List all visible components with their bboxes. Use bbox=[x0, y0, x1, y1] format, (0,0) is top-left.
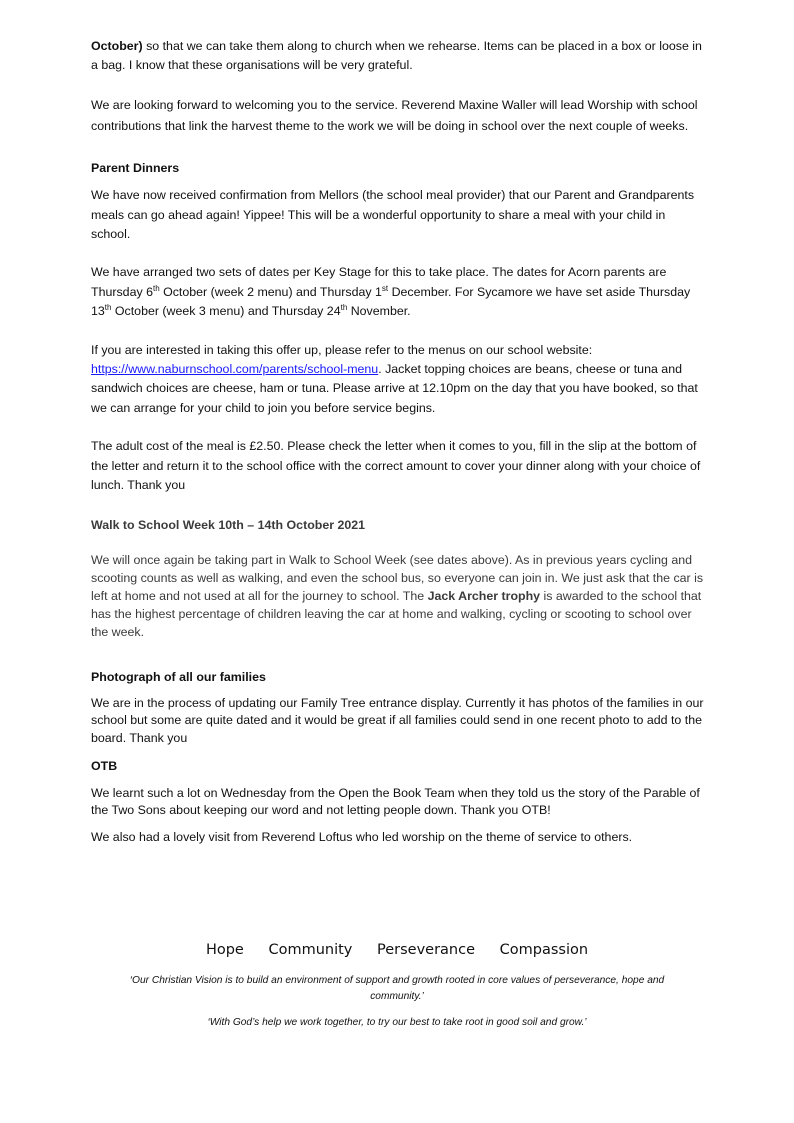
otb-heading: OTB bbox=[91, 759, 118, 774]
parent-dinners-heading: Parent Dinners bbox=[91, 160, 180, 175]
intro-paragraph-2: We are looking forward to welcoming you to the service. Reverend Maxine Waller will lead Worship with school contributions that link the harvest theme to the work we will be doing in school over the next couple of weeks. bbox=[91, 97, 698, 133]
jack-archer-trophy-text: Jack Archer trophy bbox=[427, 588, 541, 603]
photograph-heading: Photograph of all our families bbox=[91, 669, 266, 684]
value-perseverance: Perseverance bbox=[376, 942, 476, 958]
core-values bbox=[0, 942, 794, 958]
walk-to-school-paragraph: We will once again be taking part in Walk to School Week (see dates above). As in previous years cycling and scooting counts as well as walking, and even the school bus, so everyone can join in. We just ask that the car is left at home and not used at all for the journey to school. The Jack Archer trophy is awarded to the school that has the highest percentage of children leaving the car at home and walking, cycling or scooting to school over the week. bbox=[91, 552, 704, 639]
otb-paragraph-1: We learnt such a lot on Wednesday from the Open the Book Team when they told us the story of the Parable of the Two Sons about keeping our word and not letting people down. Thank you OTB! bbox=[91, 785, 700, 818]
school-motto: ‘With God’s help we work together, to try our best to take root in good soil and grow.’ bbox=[207, 1017, 587, 1028]
letter-body bbox=[91, 37, 707, 847]
parent-dinners-paragraph-1: We have now received confirmation from Mellors (the school meal provider) that our Parent and Grandparents meals can go ahead again! Yippee! This will be a wonderful opportunity to share a meal with your child in school. bbox=[91, 188, 695, 242]
intro-text: so that we can take them along to church when we rehearse. Items can be placed in a box or loose in a bag. I know that these organisations will be very grateful. bbox=[91, 39, 702, 73]
value-community: Community bbox=[268, 942, 353, 958]
otb-paragraph-2: We also had a lovely visit from Reverend Loftus who led worship on the theme of service to others. bbox=[91, 829, 633, 844]
parent-dinners-paragraph-4: The adult cost of the meal is £2.50. Please check the letter when it comes to you, fill in the slip at the bottom of the letter and return it to the school office with the correct amount to cover your dinner along with your choice of lunch. Thank you bbox=[91, 439, 701, 493]
christian-vision: ‘Our Christian Vision is to build an environment of support and growth rooted in core values of perseverance, hope and community.’ bbox=[129, 975, 665, 1002]
intro-paragraph-1 bbox=[91, 37, 707, 76]
value-compassion: Compassion bbox=[499, 942, 589, 958]
intro-bold-text: October) bbox=[91, 39, 143, 53]
value-hope: Hope bbox=[205, 942, 244, 958]
parent-dinners-paragraph-2: We have arranged two sets of dates per Key Stage for this to take place. The dates for Acorn parents are Thursday 6th October (week 2 menu) and Thursday 1st December. For Sycamore we have set aside Thursday 13th October (week 3 menu) and Thursday 24th November. bbox=[91, 265, 691, 319]
parent-dinners-paragraph-3: If you are interested in taking this offer up, please refer to the menus on our school website: https://www.naburnschool.com/parents/school-menu. Jacket topping choices are beans, cheese or tuna and sandwich choices are cheese, ham or tuna. Please arrive at 12.10pm on the day that you have booked, so that we can arrange for your child to join you before service begins. bbox=[91, 342, 698, 415]
school-menu-link[interactable]: https://www.naburnschool.com/parents/school-menu bbox=[91, 362, 379, 377]
walk-to-school-heading: Walk to School Week 10th – 14th October 2021 bbox=[91, 517, 366, 532]
photograph-paragraph: We are in the process of updating our Family Tree entrance display. Currently it has photos of the families in our school but some are quite dated and it would be great if all families could send in one recent photo to add to the board. Thank you bbox=[91, 695, 704, 745]
